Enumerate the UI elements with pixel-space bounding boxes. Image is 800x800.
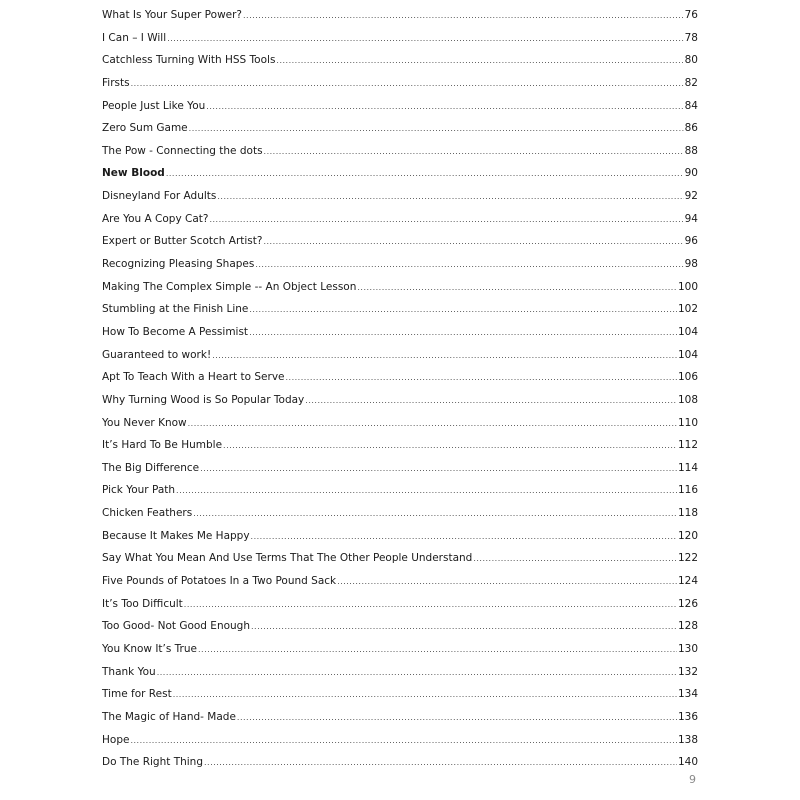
toc-entry-title: People Just Like You [102,99,206,112]
toc-entry [102,253,698,276]
toc-entry-page-number: 120 [677,529,698,542]
toc-entry-page-number: 104 [677,325,698,338]
toc-dot-leader [251,616,677,639]
toc-dot-leader [166,163,684,186]
toc-dot-leader [357,277,677,300]
toc-dot-leader [276,50,683,73]
toc-dot-leader [212,345,677,368]
toc-dot-leader [204,752,677,775]
toc-entry-title: Chicken Feathers [102,507,193,520]
toc-entry-page-number: 134 [677,688,698,701]
toc-dot-leader [176,480,677,503]
toc-dot-leader [188,413,677,436]
toc-entry-page-number: 116 [677,484,698,497]
toc-dot-leader [184,594,677,617]
toc-entry-page-number: 128 [677,620,698,633]
toc-entry-page-number: 108 [677,393,698,406]
toc-entry [102,344,698,367]
toc-entry-page-number: 76 [684,9,698,21]
toc-entry-page-number: 82 [684,76,698,89]
toc-entry [102,72,698,95]
toc-entry-page-number: 106 [677,371,698,384]
toc-entry [102,27,698,50]
toc-entry [102,117,698,140]
toc-entry-page-number: 112 [677,439,698,452]
toc-dot-leader [209,209,683,232]
toc-entry-title: Zero Sum Game [102,122,188,135]
toc-entry [102,95,698,118]
toc-entry [102,457,698,480]
toc-entry [102,49,698,72]
toc-entry-page-number: 102 [677,303,698,316]
toc-dot-leader [243,5,684,28]
toc-entry-page-number: 92 [684,190,698,203]
toc-entry-page-number: 84 [684,99,698,112]
toc-dot-leader [189,118,684,141]
toc-entry-page-number: 118 [677,507,698,520]
toc-entry-title: You Never Know [102,416,187,429]
toc-entry-page-number: 138 [677,733,698,746]
toc-entry-title: Why Turning Wood is So Popular Today [102,393,305,406]
toc-dot-leader [198,639,677,662]
toc-entry [102,208,698,231]
toc-entry [102,729,698,752]
toc-entry-title: Because It Makes Me Happy [102,529,250,542]
toc-entry [102,276,698,299]
toc-entry-title: You Know It’s True [102,642,197,655]
toc-dot-leader [249,322,677,345]
toc-entry-title: Are You A Copy Cat? [102,212,209,225]
toc-entry [102,479,698,502]
toc-entry [102,298,698,321]
toc-entry-page-number: 122 [677,552,698,565]
toc-dot-leader [251,526,677,549]
toc-entry-page-number: 126 [677,597,698,610]
toc-dot-leader [130,730,677,753]
toc-entry-title: Pick Your Path [102,484,176,497]
toc-entry-title: Making The Complex Simple -- An Object Lesson [102,280,357,293]
toc-entry-page-number: 114 [677,461,698,474]
toc-entry-page-number: 130 [677,642,698,655]
table-of-contents [102,4,698,774]
toc-entry-title: Say What You Mean And Use Terms That The Other People Understand [102,552,473,565]
toc-entry-page-number: 132 [677,665,698,678]
toc-dot-leader [173,684,677,707]
toc-entry-title: What Is Your Super Power? [102,9,243,21]
toc-dot-leader [264,141,684,164]
toc-entry [102,683,698,706]
toc-entry-title: Five Pounds of Potatoes In a Two Pound Sack [102,575,337,588]
toc-dot-leader [206,96,683,119]
toc-entry [102,661,698,684]
toc-entry-title: Recognizing Pleasing Shapes [102,258,255,271]
toc-dot-leader [473,548,677,571]
toc-dot-leader [263,231,683,254]
toc-dot-leader [249,299,677,322]
toc-entry-title: Firsts [102,76,130,89]
toc-entry-page-number: 96 [684,235,698,248]
toc-dot-leader [217,186,683,209]
toc-entry-page-number: 86 [684,122,698,135]
toc-entry-title: Expert or Butter Scotch Artist? [102,235,263,248]
toc-entry [102,366,698,389]
toc-entry-title: Stumbling at the Finish Line [102,303,249,316]
toc-entry-title: Guaranteed to work! [102,348,212,361]
toc-entry [102,4,698,27]
toc-entry [102,615,698,638]
toc-entry-title: The Big Difference [102,461,200,474]
toc-entry [102,434,698,457]
toc-entry [102,751,698,774]
toc-entry-page-number: 110 [677,416,698,429]
toc-entry-title: Do The Right Thing [102,756,204,769]
toc-entry-page-number: 94 [684,212,698,225]
toc-entry [102,570,698,593]
toc-entry-title: Time for Rest [102,688,172,701]
toc-dot-leader [157,662,677,685]
toc-entry [102,502,698,525]
toc-entry-title: Thank You [102,665,156,678]
toc-dot-leader [200,458,677,481]
toc-dot-leader [305,390,677,413]
toc-entry [102,162,698,185]
toc-entry [102,185,698,208]
toc-dot-leader [255,254,683,277]
toc-entry [102,593,698,616]
toc-entry [102,547,698,570]
toc-entry-page-number: 98 [684,258,698,271]
toc-entry [102,412,698,435]
toc-entry-page-number: 104 [677,348,698,361]
toc-entry-page-number: 100 [677,280,698,293]
toc-entry-page-number: 80 [684,54,698,67]
toc-dot-leader [193,503,677,526]
toc-entry-title: Apt To Teach With a Heart to Serve [102,371,285,384]
page-number: 9 [689,773,696,786]
toc-entry [102,638,698,661]
toc-entry [102,140,698,163]
toc-entry-title: The Magic of Hand- Made [102,710,236,723]
toc-entry [102,321,698,344]
toc-entry-page-number: 140 [677,756,698,769]
toc-entry-title: The Pow - Connecting the dots [102,144,263,157]
toc-entry [102,525,698,548]
toc-entry [102,230,698,253]
toc-entry-page-number: 78 [684,31,698,44]
toc-dot-leader [167,28,684,51]
toc-entry [102,389,698,412]
toc-entry-title: It’s Too Difficult [102,597,183,610]
toc-entry-title: I Can – I Will [102,31,167,44]
toc-entry-page-number: 124 [677,575,698,588]
toc-dot-leader [286,367,677,390]
toc-dot-leader [223,435,677,458]
toc-entry-title: It’s Hard To Be Humble [102,439,223,452]
toc-entry-title: Disneyland For Adults [102,190,217,203]
toc-dot-leader [237,707,677,730]
toc-entry-title: Hope [102,733,130,746]
toc-entry-title: How To Become A Pessimist [102,325,249,338]
toc-entry-title: New Blood [102,167,165,180]
toc-entry-page-number: 90 [684,167,698,180]
toc-entry-title: Too Good- Not Good Enough [102,620,250,633]
toc-entry-page-number: 136 [677,710,698,723]
toc-entry [102,706,698,729]
toc-dot-leader [131,73,684,96]
toc-entry-page-number: 88 [684,144,698,157]
toc-dot-leader [337,571,677,594]
toc-entry-title: Catchless Turning With HSS Tools [102,54,276,67]
